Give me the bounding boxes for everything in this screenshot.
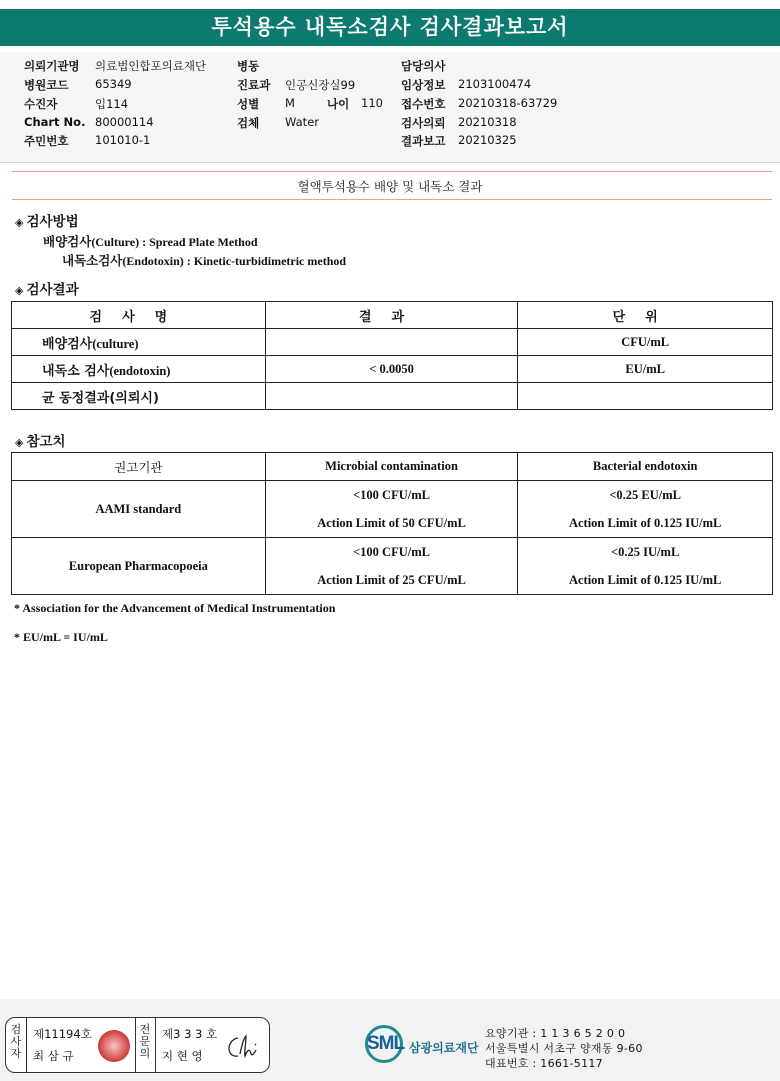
divider	[135, 1018, 136, 1072]
result-table	[11, 301, 773, 410]
table-row	[12, 356, 773, 383]
code-label: 병원코드	[24, 78, 69, 92]
signature-icon	[224, 1032, 264, 1062]
patient-info-panel	[0, 52, 780, 163]
specimen-label: 검체	[237, 116, 260, 130]
ref-micro-limit: <100 CFU/mL	[353, 545, 430, 559]
specialist-name: 지 현 영	[162, 1049, 203, 1063]
header-micro: Microbial contamination	[265, 453, 518, 481]
org-name: 삼광의료재단	[409, 1041, 479, 1055]
receipt-value: 20210318-63729	[458, 96, 558, 110]
method-culture-ko: 배양검사	[43, 234, 92, 249]
clinical-value: 2103100474	[458, 77, 532, 91]
row-unit: CFU/mL	[518, 329, 773, 356]
row-name	[12, 383, 266, 410]
examiner-label: 검사자	[10, 1023, 22, 1060]
table-row	[12, 383, 773, 410]
patient-value: 입114	[95, 97, 129, 111]
report-title: 투석용수 내독소검사 검사결과보고서	[211, 15, 569, 39]
report-subtitle: 혈액투석용수 배양 및 내독소 결과	[297, 179, 483, 194]
ref-endo-limit: <0.25 IU/mL	[611, 545, 680, 559]
note-units: * EU/mL = IU/mL	[14, 630, 108, 644]
specimen-value: Water	[285, 115, 319, 129]
report-value: 20210325	[458, 133, 517, 147]
patient-label: 수진자	[24, 97, 58, 111]
sex-label: 성별	[237, 97, 260, 111]
code-value: 65349	[95, 77, 132, 91]
table-row	[12, 538, 773, 595]
reference-section-heading	[15, 430, 66, 450]
header-result: 결과	[265, 302, 518, 329]
result-table-header	[12, 302, 773, 329]
clinical-label: 임상정보	[401, 78, 446, 92]
ref-org: AAMI standard	[12, 481, 266, 538]
row-name	[12, 329, 266, 356]
resident-label: 주민번호	[24, 134, 69, 148]
ward-label: 병동	[237, 59, 260, 73]
receipt-label: 접수번호	[401, 97, 446, 111]
department-value: 인공신장실99	[285, 78, 356, 92]
note-aami: * Association for the Advancement of Medical Instrumentation	[14, 601, 336, 615]
logo-text: SML	[367, 1033, 405, 1054]
care-code: 요양기관 : 1 1 3 6 5 2 0 0	[485, 1027, 626, 1040]
ref-endo-limit: <0.25 EU/mL	[609, 488, 682, 502]
method-endotoxin-en: (Endotoxin) : Kinetic-turbidimetric method	[122, 254, 347, 268]
request-label: 검사의뢰	[401, 116, 446, 130]
request-value: 20210318	[458, 115, 517, 129]
report-title-bar	[0, 9, 780, 46]
phone: 대표번호 : 1661-5117	[485, 1057, 603, 1070]
ref-micro	[265, 481, 518, 538]
ref-micro-action: Action Limit of 25 CFU/mL	[317, 573, 466, 587]
hospital-value: 의료법인합포의료재단	[95, 59, 207, 73]
row-name-ko: 내독소 검사	[42, 363, 110, 379]
separator-top	[12, 171, 772, 172]
doctor-label: 담당의사	[401, 59, 446, 73]
diamond-bullet-icon: ◈	[15, 216, 24, 229]
result-section-heading	[15, 278, 79, 298]
report-label: 결과보고	[401, 134, 446, 148]
reference-section-title: 참고치	[26, 434, 66, 450]
ref-micro	[265, 538, 518, 595]
diamond-bullet-icon: ◈	[15, 284, 24, 297]
header-test-name: 검사명	[12, 302, 266, 329]
ref-endo	[518, 538, 773, 595]
department-label: 진료과	[237, 78, 271, 92]
specialist-license: 제3 3 3 호	[162, 1027, 218, 1041]
separator-bottom	[12, 199, 772, 200]
header-org: 권고기관	[12, 453, 266, 481]
divider	[155, 1018, 156, 1072]
row-name-en: (culture)	[92, 336, 139, 351]
header-endo: Bacterial endotoxin	[518, 453, 773, 481]
examiner-license: 제11194호	[33, 1027, 92, 1041]
row-name-en: (endotoxin)	[109, 363, 171, 378]
result-section-title: 검사결과	[26, 282, 79, 298]
ref-endo	[518, 481, 773, 538]
sex-value: M	[285, 96, 295, 110]
row-name-ko: 균 동정결과	[42, 390, 110, 406]
specialist-label: 전문의	[139, 1023, 151, 1060]
row-result	[265, 383, 518, 410]
examiner-name: 최 삼 규	[33, 1049, 74, 1063]
resident-value: 101010-1	[95, 133, 151, 147]
hospital-label: 의뢰기관명	[24, 59, 80, 73]
age-label: 나이	[327, 97, 350, 111]
chart-value: 80000114	[95, 115, 154, 129]
method-endotoxin-ko: 내독소검사	[62, 253, 123, 268]
row-name-ko: 배양검사	[42, 336, 93, 352]
reference-table-header	[12, 453, 773, 481]
row-result	[265, 329, 518, 356]
diamond-bullet-icon: ◈	[15, 436, 24, 449]
header-unit: 단위	[518, 302, 773, 329]
ref-micro-action: Action Limit of 50 CFU/mL	[317, 516, 466, 530]
row-unit: EU/mL	[518, 356, 773, 383]
ref-endo-action: Action Limit of 0.125 IU/mL	[568, 516, 722, 530]
signature-box	[5, 1017, 270, 1073]
row-result: < 0.0050	[265, 356, 518, 383]
method-section-heading	[15, 210, 79, 230]
method-culture	[43, 232, 258, 250]
ref-endo-action: Action Limit of 0.125 IU/mL	[568, 573, 722, 587]
reference-table	[11, 452, 773, 595]
ref-micro-limit: <100 CFU/mL	[353, 488, 430, 502]
ref-org: European Pharmacopoeia	[12, 538, 266, 595]
table-row	[12, 329, 773, 356]
table-row	[12, 481, 773, 538]
method-section-title: 검사방법	[26, 214, 79, 230]
address: 서울특별시 서초구 양재동 9-60	[485, 1042, 643, 1055]
method-culture-en: (Culture) : Spread Plate Method	[91, 235, 258, 249]
age-value: 110	[361, 96, 383, 110]
row-name	[12, 356, 266, 383]
row-name-en: (의뢰시)	[109, 390, 159, 406]
method-endotoxin	[62, 251, 346, 269]
seal-stamp-icon	[98, 1030, 130, 1062]
row-unit	[518, 383, 773, 410]
chart-label: Chart No.	[24, 115, 86, 129]
divider	[26, 1018, 27, 1072]
